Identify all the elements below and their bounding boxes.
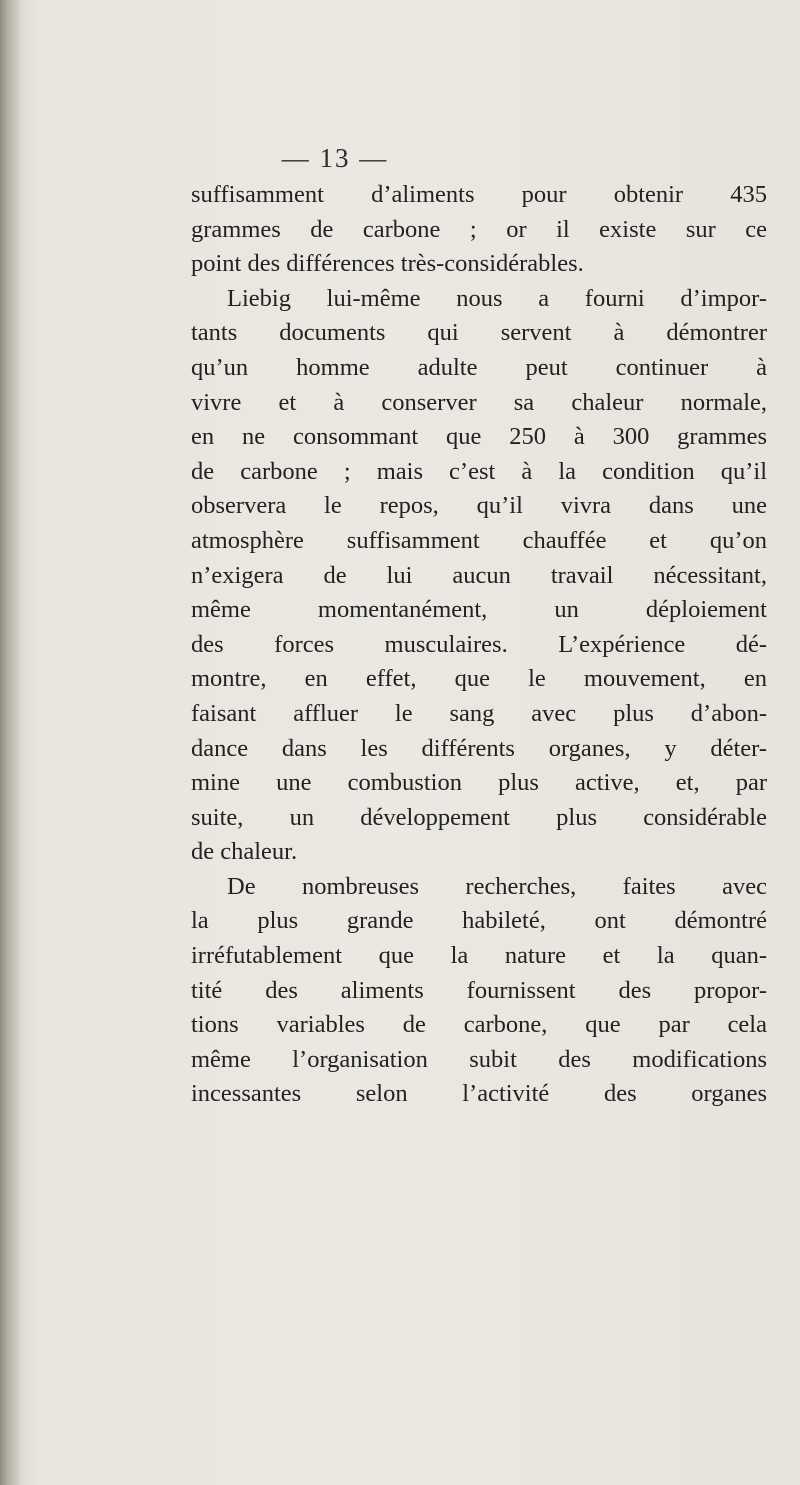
text-line: grammes de carbone ; or il existe sur ce (191, 215, 767, 243)
text-line: tions variables de carbone, que par cela (191, 1011, 767, 1039)
text-line: irréfutablement que la nature et la quan- (191, 942, 767, 970)
page-number: — 13 — (281, 143, 389, 173)
text-line: de carbone ; mais c’est à la condition qu’il (191, 457, 767, 485)
text-line: suite, un développement plus considérable (191, 803, 767, 831)
text-line: n’exigera de lui aucun travail nécessitant, (191, 561, 767, 589)
text-line: atmosphère suffisamment chauffée et qu’on (191, 526, 767, 554)
text-line: la plus grande habileté, ont démontré (191, 907, 767, 935)
text-line: incessantes selon l’activité des organes (191, 1080, 767, 1108)
text-line: des forces musculaires. L’expérience dé- (191, 630, 767, 658)
text-line: point des différences très-considérables. (191, 250, 584, 278)
text-line: tité des aliments fournissent des propor- (191, 976, 767, 1004)
text-line: même momentanément, un déploiement (191, 596, 767, 624)
text-line: mine une combustion plus active, et, par (191, 769, 767, 797)
text-line: qu’un homme adulte peut continuer à (191, 353, 767, 381)
text-line: tants documents qui servent à démontrer (191, 319, 767, 347)
text-line: observera le repos, qu’il vivra dans une (191, 492, 767, 520)
text-line: en ne consommant que 250 à 300 grammes (191, 423, 767, 451)
text-line: même l’organisation subit des modifications (191, 1045, 767, 1073)
body-text (191, 178, 767, 1112)
text-line: de chaleur. (191, 838, 298, 866)
text-line: dance dans les différents organes, y déter- (191, 734, 767, 762)
text-line: montre, en effet, que le mouvement, en (191, 665, 767, 693)
text-line: vivre et à conserver sa chaleur normale, (191, 388, 767, 416)
text-line: Liebig lui-même nous a fourni d’impor- (227, 284, 767, 312)
text-line: faisant affluer le sang avec plus d’abon- (191, 699, 767, 727)
text-line: suffisamment d’aliments pour obtenir 435 (191, 181, 767, 208)
page-binding-shadow (0, 0, 22, 1485)
text-line: De nombreuses recherches, faites avec (227, 872, 767, 900)
